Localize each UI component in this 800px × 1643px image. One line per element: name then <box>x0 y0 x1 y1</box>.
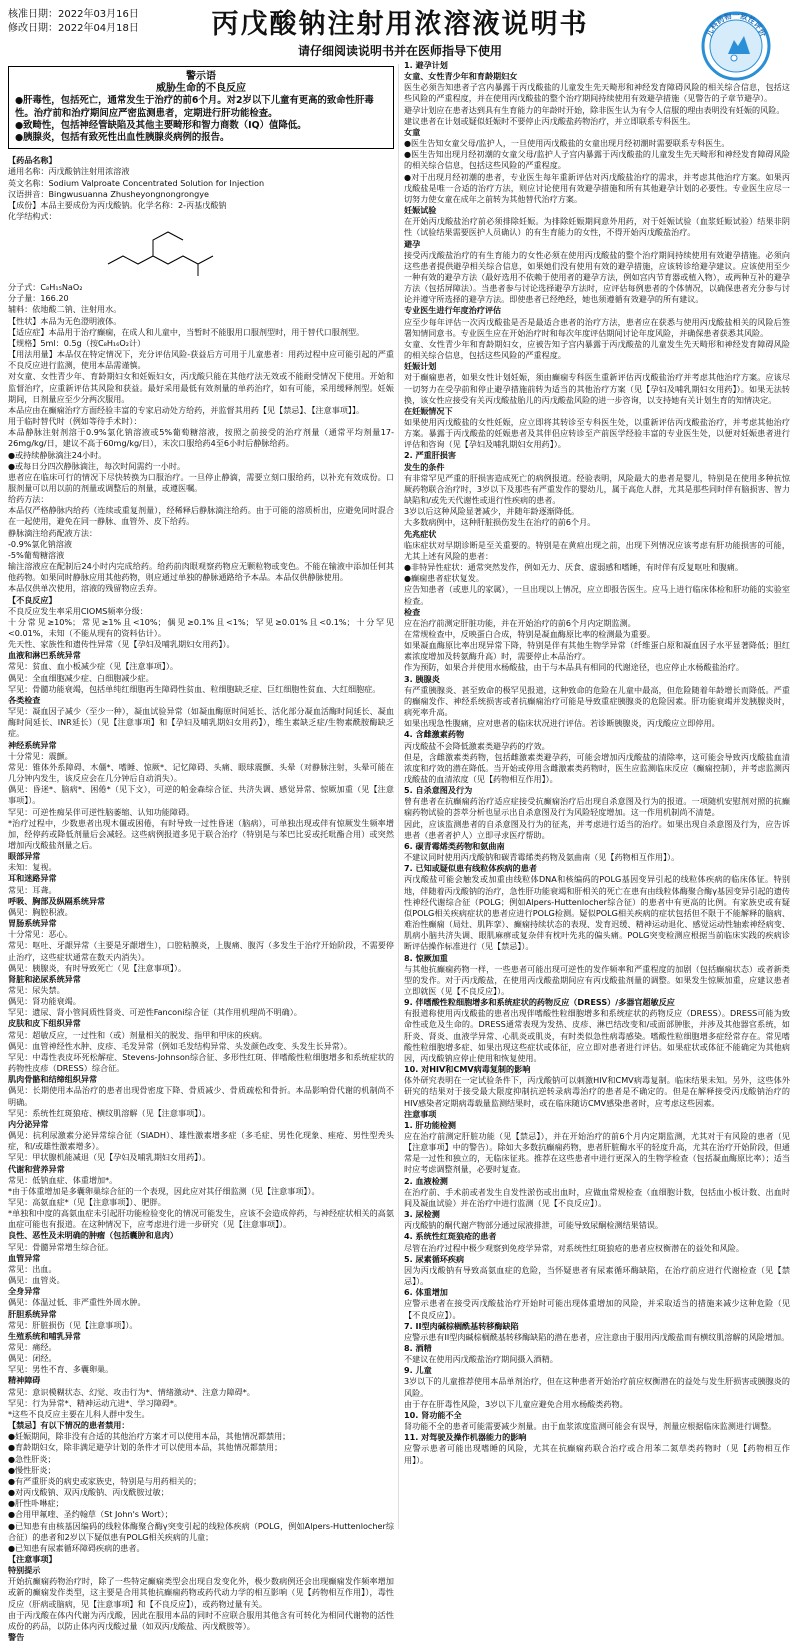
paragraph: 接受丙戊酸盐治疗的有生育能力的女性必须在使用丙戊酸盐的整个治疗期间持续使用有效避孕措施。必须向这些患者提供避孕相关综合信息，如果她们没有使用有效的避孕措施，应该转诊给避孕建议。应该使用至少一种有效的避孕方法（最好选用不依赖于使用者的避孕方法，例如宫内节育器或植入物），或两种互补的避孕方法（包括屏障法）。当患者参与讨论选择避孕方法时，应评估每例患者的个体情况，以确保患者充分参与讨论并遵守所选择的避孕方法。即使患者已经绝经，她也须遵循有效避孕的所有建议。 <box>404 249 790 305</box>
paragraph: 丙戊酸钠的酮代谢产物部分通过尿液排泄，可能导致尿酮检测结果错误。 <box>404 1220 664 1231</box>
subsection-heading: 专业医生进行年度治疗评估 <box>404 305 502 316</box>
paragraph: 本品应由在癫痫治疗方面经验丰富的专家启动处方给药，并监督其用药【见【禁忌】、【注意事项】】。 <box>8 404 365 415</box>
document-subtitle: 请仔细阅读说明书并在医师指导下使用 <box>297 44 502 58</box>
subsection-heading: 5. 自杀意图及行为 <box>404 785 473 796</box>
paragraph: 罕见：凝血因子减少（至少一种），凝血试验异常（如凝血酶原时间延长、活化部分凝血活酶时间延长、凝血酶时间延长、INR延长）（见【注意事项】和【孕妇及哺乳期妇女用药】），维生素缺乏症/生物素酰胺酶缺乏症。 <box>8 706 394 739</box>
paragraph: 常见：意识模糊状态、幻觉、攻击行为*、情绪激动*、注意力障碍*。 <box>8 1386 255 1397</box>
subsection-heading: 11. 对驾驶及操作机器能力的影响 <box>404 1432 527 1443</box>
section-heading: 【药品名称】 <box>8 155 57 166</box>
subsection-heading: 3. 尿检测 <box>404 1209 440 1220</box>
paragraph: 开始抗癫痫药物治疗时，除了一些特定癫痫类型会出现自发变化外，极少数病例还会出现癫痫发作频率增加或新的癫痫发作类型，这主要是合用其他抗癫痫药物或药代动力学的相互影响（见【药物相互作用】），毒性反应（肝病或脑病，见【注意事项】和【不良反应】），或药物过量有关。 <box>8 1576 394 1609</box>
paragraph: 分子式：C₈H₁₅NaO₂ <box>8 282 83 293</box>
subsection-heading: 肾脏和泌尿系统异常 <box>8 973 81 984</box>
subsection-heading: 血管异常 <box>8 1252 41 1263</box>
paragraph: 3岁以后这种风险显著减少，并随年龄逐渐降低。 <box>404 506 580 517</box>
paragraph: ●急性肝炎； <box>8 1453 56 1464</box>
svg-text:儿科药物一致性评价: 儿科药物一致性评价 <box>704 11 768 38</box>
paragraph: 罕见：甲状腺机能减退（见【孕妇及哺乳期妇女用药】）。 <box>8 1152 211 1163</box>
paragraph: 本品仅供单次使用，溶液的残留物应丢弃。 <box>8 583 162 594</box>
paragraph: 罕见：遗尿、肾小管间质性肾炎、可逆性Fanconi综合征（其作用机理尚不明确）。 <box>8 1007 302 1018</box>
paragraph: 【用法用量】本品仅在特定情况下，充分评估风险-获益后方可用于儿童患者：用药过程中应可能引起的严重不良反应进行监测，使用本品需谨慎。 <box>8 349 394 371</box>
paragraph: 如果使用丙戊酸盐的女性妊娠，应立即将其转诊至专科医生处，以重新评估丙戊酸盐治疗，并考虑其他治疗方案。暴露于丙戊酸盐的妊娠患者及其伴侣应转诊至产前医学经验丰富的专业医生处，以便对妊娠患者进行评估和咨询（见【孕妇及哺乳期妇女用药】）。 <box>404 417 790 450</box>
subsection-heading: 胃肠系统异常 <box>8 918 57 929</box>
paragraph: ●对丙戊酸钠、双丙戊酸钠、丙戊酰胺过敏； <box>8 1487 169 1498</box>
paragraph: 不建议在使用丙戊酸盐治疗期间摄入酒精。 <box>404 1354 558 1365</box>
subsection-heading: 1. 避孕计划 <box>404 60 448 70</box>
paragraph: 丙戊酸盐可能会触发或加重由线粒体DNA和核编码的POLG基因变异引起的线粒体疾病的临床体征。特别地，伴随着丙戊酸钠的治疗，急性肝功能衰竭和肝相关的死亡在患有由线粒体酶聚合酶γ基因变异引起的遗传性神经代谢综合征（POLG；例如Alpers-Huttenlocher综合征）的患者中有更高的比例。有家族史或有疑似POLG相关疾病症状的患者应进行POLG检测。疑似POLG相关疾病的症状包括但不限于不能解释的脑病、难治性癫痫（局灶、肌阵挛）、癫痫持续状态的表现、发育迟缓、精神运动退化、感觉运动性轴索神经病变、肌病小脑共济失调、眼肌麻痹或复杂伴有枕叶先兆的偏头痛。POLG突变检测应根据当前临床实践的疾病诊断评估操作标准进行（见【禁忌】）。 <box>404 874 790 952</box>
warning-title: 警示语 <box>186 71 216 82</box>
paragraph: 在常规检查中，反映蛋白合成，特别是凝血酶原比率的检测最为重要。 <box>404 628 655 639</box>
subsection-heading: 6. 碳青霉烯类药物和氨曲南 <box>404 840 505 851</box>
paragraph: 十分常见：震颤。 <box>8 750 73 761</box>
subsection-heading: 生殖系统和哺乳异常 <box>8 1330 81 1341</box>
subsection-heading: 先兆症状 <box>404 528 437 539</box>
paragraph: 患者应在临床可行的情况下尽快转换为口服治疗。一旦停止静滴，需要立刻口服给药，以补充有效成份。口服剂量可以用以前的剂量或调整后的剂量，或遵医嘱。 <box>8 471 394 493</box>
paragraph: 但是，含雌激素类药物，包括雌激素类避孕药，可能会增加丙戊酸盐的清除率，这可能会导致丙戊酸盐血清浓度和疗效的潜在降低。当开始或停用含雌激素类药物时，医生应监测临床反应（癫痫控制），并考虑监测丙戊酸盐的血清浓度（见【药物相互作用】）。 <box>404 751 790 784</box>
paragraph: 十分常见≥10%；常见≥1%且<10%；偶见≥0.1%且<1%；罕见≥0.01%且<0.1%；十分罕见<0.01%，未知（不能从现有的资料估计）。 <box>8 616 394 638</box>
paragraph: 常见：低钠血症、体重增加*。 <box>8 1174 118 1185</box>
subsection-heading: 在妊娠情况下 <box>404 405 453 416</box>
subsection-heading: 7. 已知或疑似患有线粒体疾病的患者 <box>404 863 537 874</box>
subsection-heading: 检查 <box>404 606 421 617</box>
paragraph: 本品静脉注射剂溶于0.9%氯化钠溶液或5%葡萄糖溶液，按照之前接受的治疗剂量（通常平均剂量17-26mg/kg/日，建议不高于60mg/kg/日），末次口服给药4至6小时后静脉给药。 <box>8 427 394 449</box>
paragraph: 用于临时替代时（例如等待手术时）： <box>8 416 142 427</box>
paragraph: *治疗过程中，少数患者出现木僵或困倦，有时导致一过性昏迷（脑病），可单独出现或伴有惊厥发生频率增加，经停药或降低剂量后会减轻。这些病例报道多见于联合治疗（特别是与苯巴比妥或托吡酯合用）或突然增加丙戊酸盐剂量之后。 <box>8 817 394 850</box>
subsection-heading: 女童、女性青少年和育龄期妇女 <box>404 71 518 82</box>
paragraph: 未知：复视。 <box>8 862 57 873</box>
paragraph: -0.9%氯化钠溶液 <box>8 538 72 549</box>
paragraph: 应在治疗前测定肝脏功能，并在开始治疗的前6个月内定期监测。 <box>404 617 636 628</box>
paragraph: ●已知患有尿素循环障碍疾病的患者。 <box>8 1542 145 1553</box>
paragraph: 如果出现急性腹痛，应对患者的临床状况进行评估。若诊断胰腺炎，丙戊酸应立即停用。 <box>404 718 720 729</box>
subsection-heading: 血液和淋巴系统异常 <box>8 650 81 661</box>
paragraph: ●或每日分四次静脉滴注，每次时间需约一小时。 <box>8 460 186 471</box>
paragraph: 偶见：胸腔积液。 <box>8 906 73 917</box>
paragraph: 偶见：肾功能衰竭。 <box>8 996 81 1007</box>
subsection-heading: 神经系统异常 <box>8 739 57 750</box>
subsection-heading: 肝胆系统异常 <box>8 1308 57 1319</box>
paragraph: 常见：贫血、血小板减少症（见【注意事项】）。 <box>8 661 178 672</box>
paragraph: 辅料：依地酸二钠、注射用水。 <box>8 304 122 315</box>
paragraph: 罕见：系统性红斑狼疮、横纹肌溶解（见【注意事项】）。 <box>8 1107 211 1118</box>
subsection-heading: 6. 体重增加 <box>404 1287 448 1298</box>
paragraph: 女童、女性青少年和育龄期妇女，应被告知子宫内暴露于丙戊酸盐的儿童发生先天畸形和神经发育障碍风险的相关综合信息，包括这些风险的严重程度。 <box>404 338 790 361</box>
section-heading: 【不良反应】 <box>8 594 57 605</box>
paragraph: 应警示患有II型肉碱棕榈酰基转移酶缺陷的潜在患者，应注意由于服用丙戊酸盐而有横纹肌溶解的风险增加。 <box>404 1331 790 1342</box>
subsection-heading: 3. 胰腺炎 <box>404 673 440 684</box>
paragraph: 罕见：中毒性表皮坏死松解症、Stevens-Johnson综合征、多形性红斑、伴嗜酸性粒细胞增多和系统症状的药物性皮疹（DRESS）综合征。 <box>8 1051 394 1074</box>
paragraph: 作为预防，如果合并使用水杨酸盐，由于与本品具有相同的代谢途径，也应停止水杨酸盐治疗。 <box>404 662 744 673</box>
subsection-heading: 内分泌异常 <box>8 1118 49 1129</box>
subsection-heading: 10. 肾功能不全 <box>404 1409 462 1420</box>
subsection-heading: 各类检查 <box>8 694 41 705</box>
paragraph: 因此，应该监测患者的自杀意图及行为的征兆，并考虑进行适当的治疗。如果出现自杀意图及行为，应告诉患者（患者者护人）立即寻求医疗帮助。 <box>404 818 790 840</box>
subsection-heading: 女童 <box>404 126 421 137</box>
subsection-heading: 10. 对HIV和CMV病毒复制的影响 <box>404 1064 531 1075</box>
section-heading: 【禁忌】有以下情况的患者禁用： <box>8 1420 130 1431</box>
paragraph: 对于癫痫患者，如果女性计划妊娠，须由癫痫专科医生重新评估丙戊酸盐治疗并考虑其他治疗方案。应该尽一切努力在受孕前和停止避孕措施前转为适当的其他治疗方案（见【孕妇及哺乳期妇女用药】）。如果无法转换，该女性应接受有关丙戊酸盐胎儿的丙戊酸盐风险的进一步咨询，以支持她有关计划生育的知情决定。 <box>404 372 790 405</box>
paragraph: 罕见：骨髓功能衰竭，包括单纯红细胞再生障碍性贫血、粒细胞缺乏症、巨红细胞性贫血、大红细胞症。 <box>8 683 381 694</box>
left-text-flow <box>8 155 394 1643</box>
paragraph: 由于丙戊酸在体内代谢为丙戊酸，因此在服用本品的同时不应联合服用其他含有可转化为相同代谢物的活性成份的药品，以防止体内丙戊酸过量（如双丙戊酸盐、丙戊酰胺等）。 <box>8 1609 394 1631</box>
paragraph: 偶见：胰腺炎，有时导致死亡（见【注意事项】）。 <box>8 962 187 973</box>
subsection-heading: 4. 系统性红斑狼疮的患者 <box>404 1231 497 1242</box>
paragraph: 肾功能不全的患者可能需要减少剂量。由于血浆浓度监测可能会有误导，剂量应根据临床监测进行调整。 <box>404 1421 777 1432</box>
right-column <box>404 60 790 1530</box>
subsection-heading: 肌肉骨骼和结缔组织异常 <box>8 1074 98 1085</box>
subsection-heading: 良性、恶性及未明确的肿瘤（包括囊肿和息肉） <box>8 1230 178 1241</box>
paragraph: 应警示患者在接受丙戊酸盐治疗开始时可能出现体重增加的风险，并采取适当的措施来减少这种危险（见【不良反应】）。 <box>404 1298 790 1320</box>
paragraph: 罕见：行为异常*、精神运动亢进*、学习障碍*。 <box>8 1397 183 1408</box>
paragraph: ●医生告知出现月经初潮的女童父母/监护人子宫内暴露于丙戊酸盐的儿童发生先天畸形和神经发育障碍风险的相关综合信息，包括这些风险的严重程度。 <box>404 149 790 171</box>
paragraph: 罕见：骨髓异常增生综合征。 <box>8 1241 114 1252</box>
subsection-heading: 5. 尿素循环疾病 <box>404 1253 465 1264</box>
subsection-heading: 2. 严重肝损害 <box>404 450 456 461</box>
paragraph: 建议患者在计划或疑似妊娠时不要停止丙戊酸盐药物治疗，并立即联系专科医生。 <box>404 115 696 126</box>
paragraph: 在治疗前、手术前或者发生自发性淤伤或出血时，应做血常规检查（血细胞计数，包括血小板计数、出血时间及凝血试验）并在治疗中进行监测（见【不良反应】）。 <box>404 1186 790 1208</box>
subsection-heading: 皮肤和皮下组织异常 <box>8 1018 81 1029</box>
paragraph: 【适应症】本品用于治疗癫痫，在成人和儿童中，当暂时不能服用口服剂型时，用于替代口服剂型。 <box>8 326 365 337</box>
paragraph: 常见：出血。 <box>8 1263 57 1274</box>
paragraph: 有严重胰腺炎、甚至致命的极罕见报道，这种致命的危险在儿童中最高，但危险随着年龄增长而降低。严重的癫痫发作、神经系统损害或者抗癫痫治疗可能是导致重症胰腺炎的危险因素。肝功能衰竭并发胰腺炎时，病死率升高。 <box>404 684 790 718</box>
paragraph: 常见：超敏反应，一过性和（或）剂量相关的脱发、指甲和甲床的疾病。 <box>8 1029 268 1040</box>
subsection-heading: 9. 伴嗜酸性粒细胞增多和系统症状的药物反应（DRESS）/多器官超敏反应 <box>404 997 675 1008</box>
subsection-heading: 7. II型肉碱棕榈酰基转移酶缺陷 <box>404 1320 519 1331</box>
paragraph: 在开始丙戊酸盐治疗前必须排除妊娠。为排除妊娠期间意外用药，对于妊娠试验（血浆妊娠试验）结果非阴性（试验结果需要医护人员确认）的有生育能力的女性，不得开始丙戊酸盐治疗。 <box>404 216 790 238</box>
approval-date: 核准日期：2022年03月16日 <box>8 9 139 20</box>
subsection-heading: 妊娠计划 <box>404 361 437 372</box>
paragraph: ●医生告知女童父母/监护人，一旦使用丙戊酸盐的女童出现月经初潮时需要联系专科医生。 <box>404 138 730 149</box>
paragraph: 常见：呕吐、牙龈异常（主要是牙龈增生），口腔粘膜炎，上腹痛、腹泻（多发生于治疗开始阶段，不需要停止治疗，这些症状通常在数天内消失）。 <box>8 940 394 962</box>
column-divider <box>398 64 399 1529</box>
subsection-heading: 注意事项 <box>404 1108 437 1119</box>
paragraph: ●肝性卟啉症； <box>8 1498 64 1509</box>
paragraph: 应告知患者（或患儿的家属），一旦出现以上情况，应立即报告医生。应马上进行临床体检和肝功能的实验室检查。 <box>404 584 790 606</box>
paragraph: 对女童、女性青少年、育龄期妇女和妊娠妇女，丙戊酸只能在其他疗法无效或不能耐受情况下使用。开始和监督治疗，应重新评估其风险和获益。最好采用最低有效剂量的单药治疗，如有可能，采用缓释剂型。妊娠期间，日剂量应至少分两次服用。 <box>8 371 394 404</box>
revision-date: 修改日期：2022年04月18日 <box>8 23 139 34</box>
paragraph: *这些不良反应主要在儿科人群中发生。 <box>8 1408 150 1419</box>
right-text-flow <box>404 60 790 1466</box>
paragraph: 与其他抗癫痫药物一样，一些患者可能出现可逆性的发作频率和严重程度的加剧（包括癫痫状态）或者新类型的发作。对于丙戊酸盐，在使用丙戊酸盐期间应有丙戊酸盐剂量的调整。如果发生惊厥加重，应建议患者立即就医（见【不良反应】）。 <box>404 963 790 996</box>
paragraph: ●已知患有由核基因编码的线粒体酶聚合酶γ突变引起的线粒体疾病（POLG，例如Alpers-Huttenlocher综合征）的患者和2岁以下疑似患有POLG相关疾病的儿童； <box>8 1520 394 1542</box>
paragraph: 应至少每年评估一次丙戊酸盐是否是最适合患者的治疗方法，患者应在获悉与使用丙戊酸盐相关的风险后签署知情同意书。专业医生应在开始治疗时和每次年度评估期间讨论年度风险，并确保患者获悉其风险。 <box>404 316 790 338</box>
paragraph: 偶见：抗利尿激素分泌异常综合征（SIADH）、雄性激素增多症（多毛症、男性化现象、痤疮、男性型秃头症，和/或雄性激素增多）。 <box>8 1130 394 1152</box>
paragraph: ●育龄期妇女，除非满足避孕计划的条件才可以使用本品，其他情况都禁用； <box>8 1442 283 1453</box>
paragraph: 应警示患者可能出现嗜睡的风险，尤其在抗癫痫药联合治疗或合用苯二氮草类药物时（见【药物相互作用】）。 <box>404 1443 790 1465</box>
paragraph: 汉语拼音：Bingwusuanna Zhusheyongnongrongye <box>8 188 210 199</box>
paragraph: 分子量：166.20 <box>8 293 69 304</box>
paragraph: 不建议同时使用丙戊酸钠和碳青霉烯类药物及氨曲南（见【药物相互作用】）。 <box>404 852 680 863</box>
subsection-heading: 特别提示 <box>8 1565 41 1576</box>
paragraph: 有非常罕见严重的肝损害造成死亡的病例报道。经验表明，风险最大的患者是婴儿，特别是在使用多种抗惊厥药物联合治疗时，3岁以下及那些有严重发作的婴幼儿，属于高危人群，尤其是那些同时伴有脑损害、智力缺陷和/或先天代谢性或退行性疾病的患者。 <box>404 472 790 506</box>
paragraph: 不良反应发生率采用CIOMS频率分级： <box>8 605 148 616</box>
paragraph: 大多数病例中，这种肝脏损伤发生在治疗的前6个月。 <box>404 517 596 528</box>
subsection-heading: 眼部异常 <box>8 851 41 862</box>
paragraph: 避孕计划应在患者达到具有生育能力的年龄时开始，除非医生认为有令人信服的理由表明没有妊娠的风险。 <box>404 104 785 115</box>
paragraph: 常见：肝脏损伤（见【注意事项】）。 <box>8 1319 138 1330</box>
subsection-heading: 发生的条件 <box>404 461 445 472</box>
left-column <box>8 60 394 1643</box>
warning-subtitle: 威胁生命的不良反应 <box>156 83 246 95</box>
paragraph: 偶见：血管神经性水肿、皮疹、毛发异常（例如毛发结构异常、头发颜色改变、头发生长异常）。 <box>8 1040 352 1051</box>
paragraph: 偶见：血管炎。 <box>8 1275 65 1286</box>
paragraph: 体外研究表明在一定试验条件下，丙戊酸钠可以刺激HIV和CMV病毒复制。临床结果未知。另外，这些体外研究的结果对于接受最大限度抑制抗逆转录病毒治疗的患者是不确定的。但是在解释接受丙戊酸钠治疗的HIV感染者定期病毒载量监测结果时，或在临床随访CMV感染患者时，应考虑这些因素。 <box>404 1075 790 1108</box>
paragraph: 给药方法： <box>8 494 49 505</box>
subsection-heading: 4. 含雌激素药物 <box>404 729 465 740</box>
paragraph: ●合用甲氟喹、圣约翰草（St John's Wort）； <box>8 1509 173 1520</box>
paragraph: 因为丙戊酸钠有导致高氨血症的危险，当怀疑患者有尿素循环酶缺陷，在治疗前应进行代谢检查（见【禁忌】）。 <box>404 1264 790 1287</box>
subsection-heading: 警告 <box>8 1632 25 1643</box>
paragraph: 先天性、家族性和遗传性异常（见【孕妇及哺乳期妇女用药】）。 <box>8 639 235 650</box>
paragraph: 罕见：可逆性痴呆伴可逆性脑萎缩、认知功能障碍。 <box>8 806 195 817</box>
subsection-heading: 8. 酒精 <box>404 1342 432 1353</box>
paragraph: 罕见：男性不育、多囊卵巢。 <box>8 1364 114 1375</box>
paragraph: ●非特异性症状：通常突然发作，例如无力、厌食、虚弱感和嗜睡，有时伴有反复呕吐和腹痛。 <box>404 562 743 573</box>
paragraph: 英文名称：Sodium Valproate Concentrated Solution for Injection <box>8 177 265 188</box>
paragraph: 常见：耳聋。 <box>8 884 57 895</box>
paragraph: 尽管在治疗过程中极少观察到免疫学异常，对系统性红斑狼疮的患者应权衡潜在的益处和风险。 <box>404 1242 744 1253</box>
paragraph: 通用名称：丙戊酸钠注射用浓溶液 <box>8 166 130 177</box>
paragraph: ●慢性肝炎； <box>8 1464 56 1475</box>
paragraph: 如果凝血酶原比率出现异常下降，特别是伴有其他生物学异常（纤维蛋白原和凝血因子水平显著降低；胆红素浓度增加及转氨酶升高）时，需要停止本品治疗。 <box>404 640 790 662</box>
paragraph: 化学结构式： <box>8 211 57 221</box>
subsection-heading: 9. 儿童 <box>404 1365 432 1376</box>
paragraph: *由于体重增加是多囊卵巢综合征的一个表现，因此应对其仔细监测（见【注意事项】）。 <box>8 1185 320 1196</box>
subsection-heading: 避孕 <box>404 238 421 249</box>
paragraph: 静脉滴注给药配液方法： <box>8 527 98 538</box>
paragraph: 临床症状对早期诊断是至关重要的。特别是在黄疸出现之前，出现下列情况应该考虑有肝功能损害的可能，尤其上述有风险的患者： <box>404 539 790 561</box>
paragraph: 3岁以下的儿童推荐使用本品单剂治疗，但在这种患者开始治疗前应权衡潜在的益处与发生肝损害或胰腺炎的风险。 <box>404 1376 790 1398</box>
paragraph: ●对于出现月经初潮的患者，专业医生每年重新评估对丙戊酸盐治疗的需求，并考虑其他治疗方案。如果丙戊酸盐是唯一合适的治疗方法，则应讨论使用有效避孕措施和所有其他避孕计划的必要性。专业医生应尽一切努力使女童在成年之前转为其他替代治疗方案。 <box>404 171 790 204</box>
paragraph: 罕见：高氨血症*（见【注意事项】）、肥胖。 <box>8 1196 166 1207</box>
paragraph: 常见：痛经。 <box>8 1342 57 1352</box>
paragraph: ●妊娠期间，除非没有合适的其他治疗方案才可以使用本品，其他情况都禁用； <box>8 1431 291 1442</box>
paragraph: *单独和中度的高氨血症未引起肝功能检验变化的情况可能发生，应该不会造成停药，与神经症状相关的高氨血症可能也有报道。在这种情况下，应考虑进行进一步研究（见【注意事项】）。 <box>8 1208 394 1230</box>
warning-box <box>8 66 394 149</box>
section-heading: 【注意事项】 <box>8 1553 57 1564</box>
paragraph: 医生必须告知患者子宫内暴露于丙戊酸盐的儿童发生先天畸形和神经发育障碍风险的相关综合信息，包括这些风险的严重程度，并在使用丙戊酸盐的整个治疗期间持续使用有效避孕措施（见警告的子章节避孕）。 <box>404 82 790 104</box>
warning-item: ●肝毒性，包括死亡，通常发生于治疗的前6个月。对2岁以下儿童有更高的致命性肝毒性。治疗前和治疗期间应严密监测患者，定期进行肝功能检查。 <box>15 95 374 119</box>
paragraph: 偶见：长期使用本品治疗的患者出现骨密度下降、骨质减少、骨质疏松和骨折。本品影响骨代谢的机制尚不明确。 <box>8 1085 394 1107</box>
paragraph: 有报道称使用丙戊酸盐的患者出现伴嗜酸性粒细胞增多和系统症状的药物反应（DRESS）。DRESS可能为致命性或危及生命的。DRESS通常表现为发热、皮疹、淋巴结改变和/或面部肿胀，并涉及其他器官系统，如肝炎、肾炎、血液学异常、心肌炎或肌炎，有时类似急性病毒感染。嗜酸性粒细胞增多症经常存在。常见嗜酸性粒细胞增多症、如果出现这些症状或体征，应立即对患者进行评估。如果症状或体征不能确定为其他病因，丙戊酸钠应停止使用和恢复使用。 <box>404 1008 790 1063</box>
paragraph: ●有严重肝炎的病史或家族史，特别是与用药相关的； <box>8 1475 202 1486</box>
warning-item: ●胰腺炎，包括有致死性出血性胰腺炎病例的报告。 <box>15 132 230 144</box>
warning-item: ●致畸性，包括神经管缺陷及其他主要畸形和智力商数（IQ）值降低。 <box>15 119 307 131</box>
paragraph: 丙戊酸盐不会降低激素类避孕药的疗效。 <box>404 740 550 751</box>
paragraph: 曾有患者在抗癫痫药治疗适应症接受抗癫痫治疗后出现自杀意图及行为的报道。一项随机安慰剂对照的抗癫痫药物试验的荟萃分析也显示出自杀意图及行为风险轻度增加。这一作用机制尚不清楚。 <box>404 796 790 818</box>
subsection-heading: 妊娠试验 <box>404 205 437 216</box>
paragraph: 常见：尿失禁。 <box>8 985 65 995</box>
paragraph: 应在治疗前测定肝脏功能（见【禁忌】），并在开始治疗的前6个月内定期监测，尤其对于有风险的患者（见【注意事项】中的警告）。除如大多数抗癫痫药物，患者肝脏酶水平的轻度升高，尤其在治疗开始阶段，但通常是一过性和独立的，无临床征兆。推荐在这些患者中进行更深入的生物学检查（包括凝血酶原比率）；适当时应考虑调整剂量，必要时复查。 <box>404 1131 790 1175</box>
paragraph: 十分常见：恶心。 <box>8 929 73 940</box>
subsection-heading: 全身异常 <box>8 1286 41 1297</box>
subsection-heading: 耳和迷路异常 <box>8 873 57 884</box>
paragraph: 【规格】5ml：0.5g（按C₈H₁₆O₂计） <box>8 337 146 348</box>
subsection-heading: 精神障碍 <box>8 1375 41 1386</box>
subsection-heading: 呼吸、胸部及纵隔系统异常 <box>8 895 106 906</box>
paragraph: 输注溶液应在配制后24小时内完成给药。给药前肉眼观察药物应无颗粒物或变色。不能在输液中添加任何其他药物。如果同时静脉应用其他药物，则应通过单独的静脉通路给予本品。本品仅供静脉使用。 <box>8 561 394 583</box>
subsection-heading: 8. 惊厥加重 <box>404 952 448 963</box>
paragraph: -5%葡萄糖溶液 <box>8 549 65 560</box>
subsection-heading: 代谢和营养异常 <box>8 1163 65 1174</box>
subsection-heading: 1. 肝功能检测 <box>404 1119 456 1130</box>
paragraph: 偶见：昏迷*、脑病*、困倦*（见下文），可逆的帕金森综合征、共济失调、感觉异常、惊厥加重（见【注意事项】）。 <box>8 784 394 806</box>
paragraph: 偶见：体温过低、非严重性外周水肿。 <box>8 1297 146 1308</box>
paragraph: 偶见：闭经。 <box>8 1353 57 1364</box>
paragraph: 本品仅严格静脉内给药（连续或重复剂量），经稀释后静脉滴注给药。由于可能的溶质析出，应避免同时混合在一起使用，避免在同一静脉、血管外、皮下给药。 <box>8 505 394 527</box>
paragraph: 偶见：全血细胞减少症、白细胞减少症。 <box>8 672 154 683</box>
paragraph: ●或持续静脉滴注24小时。 <box>8 449 107 460</box>
paragraph: 【性状】本品为无色澄明液体。 <box>8 315 122 326</box>
paragraph: ●癫痫患者症状复发。 <box>404 573 484 584</box>
paragraph: 由于存在肝毒性风险，3岁以下儿童应避免合用水杨酸类药物。 <box>404 1398 628 1409</box>
chemical-structure-diagram <box>98 224 238 280</box>
paragraph: 常见：锥体外系障碍、木僵*、嗜睡、惊厥*、记忆障碍、头痛、眼球震颤、头晕（对静脉注射，头晕可能在几分钟内发生，该反应会在几分钟后自动消失）。 <box>8 761 394 784</box>
paragraph: 【成份】本品主要成份为丙戊酸钠。化学名称：2-丙基戊酸钠 <box>8 199 227 210</box>
document-title: 丙戊酸钠注射用浓溶液说明书 <box>211 9 589 40</box>
subsection-heading: 2. 血液检测 <box>404 1175 448 1186</box>
